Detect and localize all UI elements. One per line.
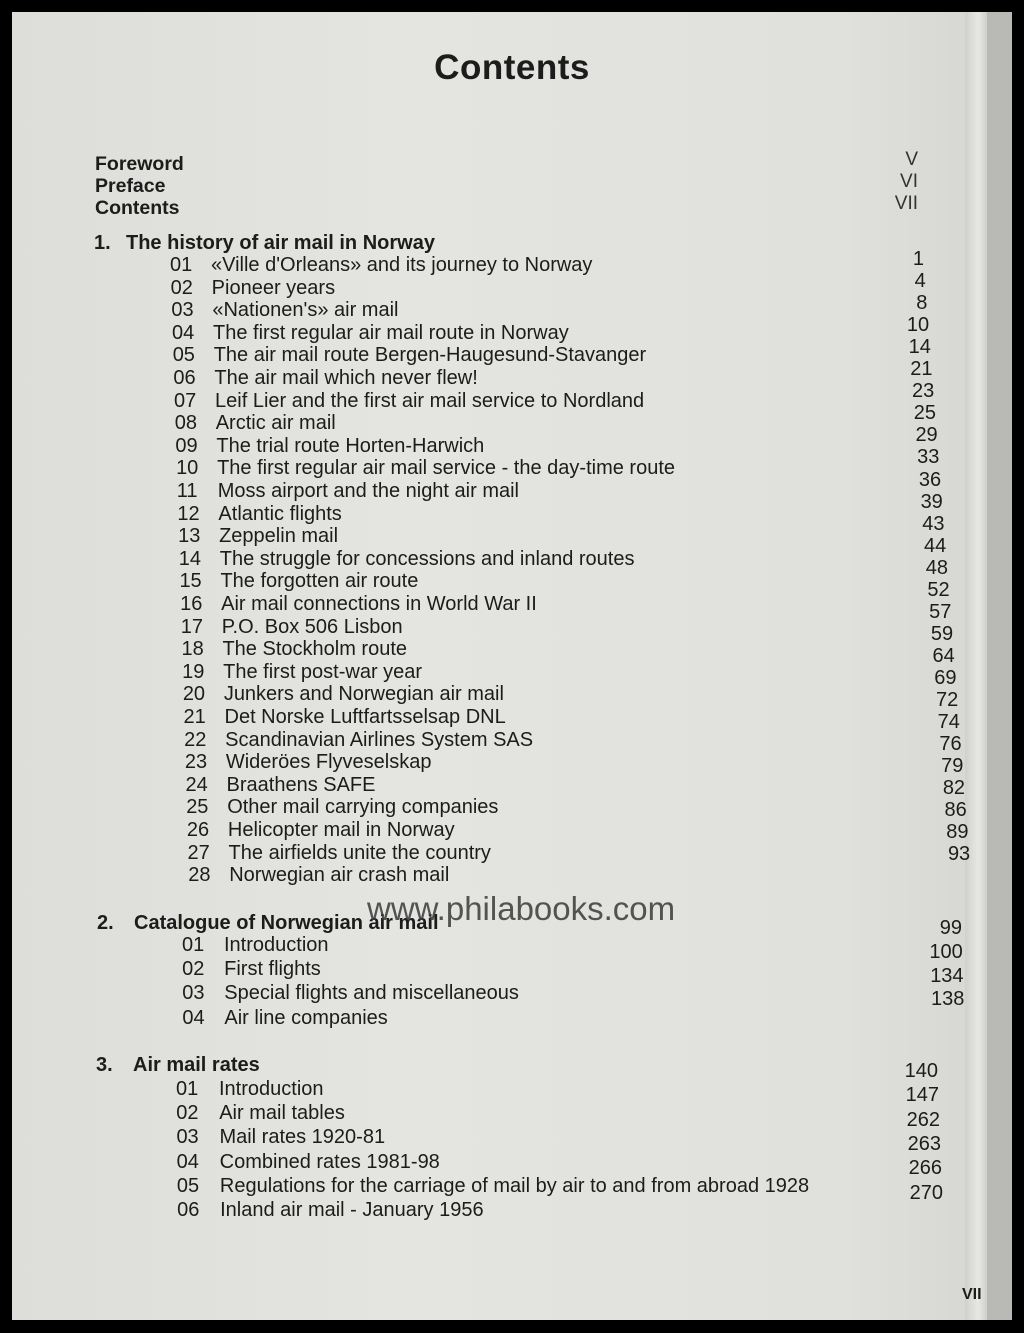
front-matter-label: Contents — [95, 197, 180, 219]
entry-page-number — [12, 579, 987, 603]
entry-page-number — [12, 965, 987, 989]
entry-title: Inland air mail - January 1956 — [220, 1199, 484, 1221]
entry-title: Scandinavian Airlines System SAS — [225, 728, 534, 751]
entry-number: 01 — [182, 934, 205, 956]
entry-page: 82 — [942, 777, 966, 800]
entry-number: 21 — [183, 706, 206, 728]
entry-page: 52 — [927, 578, 950, 601]
front-matter-label: Preface — [95, 175, 166, 197]
entry-page: 140 — [904, 1060, 938, 1082]
entry-title: Moss airport and the night air mail — [217, 480, 519, 502]
entry-page-number — [12, 358, 987, 382]
entry-number: 08 — [174, 412, 197, 435]
entry-number: 12 — [177, 502, 200, 525]
entry-number: 26 — [186, 819, 210, 841]
entry-title: The first regular air mail service - the day-time route — [217, 457, 675, 480]
entry-title: «Ville d'Orleans» and its journey to Norway — [211, 254, 593, 276]
entry-page-number — [12, 1084, 987, 1108]
entry-number: 17 — [180, 615, 204, 638]
entry-title: Atlantic flights — [218, 502, 342, 525]
entry-title: The forgotten air route — [220, 570, 419, 593]
entry-page: 270 — [909, 1181, 943, 1204]
entry-page: 263 — [907, 1132, 941, 1155]
entry-title: Regulations for the carriage of mail by air to and from abroad 1928 — [219, 1174, 810, 1197]
entry-number: 03 — [182, 982, 205, 1005]
entry-page: 89 — [946, 821, 969, 844]
book-page — [12, 12, 987, 1320]
front-matter-page: V — [905, 149, 918, 170]
entry-number: 01 — [170, 254, 193, 276]
entry-title: The airfields unite the country — [228, 841, 491, 864]
entry-number: 10 — [176, 457, 199, 480]
entry-page-number — [12, 491, 987, 515]
entry-title: The air mail which never flew! — [214, 367, 478, 389]
section-number: 3. — [96, 1054, 113, 1076]
entry-page-number — [12, 645, 987, 669]
entry-number: 13 — [178, 525, 201, 548]
entry-page: 262 — [906, 1108, 940, 1131]
entry-number: 09 — [175, 434, 198, 457]
entry-number: 04 — [182, 1006, 205, 1029]
entry-number: 27 — [187, 841, 210, 864]
entry-page-number — [12, 689, 987, 713]
entry-page-number — [12, 941, 987, 965]
entry-number: 14 — [178, 547, 202, 570]
section-title: Catalogue of Norwegian air mail — [134, 912, 439, 934]
entry-page-number — [12, 248, 987, 272]
entry-title: Special flights and miscellaneous — [224, 982, 519, 1005]
entry-title: Junkers and Norwegian air mail — [223, 683, 504, 706]
entry-title: Introduction — [219, 1078, 324, 1100]
entry-page: 23 — [912, 380, 935, 403]
entry-title: Combined rates 1981-98 — [219, 1150, 440, 1173]
entry-page-number — [12, 424, 987, 448]
entry-page: 79 — [941, 755, 964, 778]
entry-page: 93 — [947, 843, 971, 866]
entry-page-number — [12, 513, 987, 537]
entry-title: Air mail connections in World War II — [221, 593, 537, 615]
section-number: 2. — [97, 912, 114, 934]
front-matter-label: Foreword — [95, 153, 184, 175]
entry-title: The first regular air mail route in Norway — [213, 321, 569, 344]
entry-page-number — [12, 1133, 987, 1157]
entry-page: 25 — [913, 402, 936, 425]
entry-page: 48 — [925, 556, 948, 579]
entry-page-number — [12, 1182, 987, 1206]
entry-title: The Stockholm route — [222, 638, 407, 661]
entry-page-number — [12, 292, 987, 316]
entry-number: 05 — [176, 1174, 200, 1197]
entry-page: 99 — [939, 917, 962, 939]
entry-number: 23 — [184, 751, 208, 774]
entry-page-number — [12, 336, 987, 360]
photo-frame — [12, 12, 1012, 1320]
entry-title: Other mail carrying companies — [227, 796, 499, 819]
entry-page-number — [12, 843, 987, 867]
entry-title: The air mail route Bergen-Haugesund-Stavanger — [213, 344, 647, 367]
entry-title: First flights — [224, 958, 321, 981]
entry-number: 03 — [171, 299, 194, 322]
entry-page-number — [12, 601, 987, 625]
entry-page: 44 — [923, 534, 947, 557]
entry-page-number — [12, 1109, 987, 1133]
entry-page: 4 — [914, 270, 926, 293]
entry-page: 8 — [916, 292, 928, 315]
entry-number: 03 — [176, 1126, 199, 1149]
entry-title: «Nationen's» air mail — [212, 299, 399, 322]
entry-number: 24 — [185, 773, 208, 796]
entry-page: 134 — [930, 964, 964, 987]
entry-title: Introduction — [224, 934, 329, 956]
entry-number: 22 — [184, 728, 207, 751]
entry-page-number — [12, 535, 987, 559]
entry-page: 266 — [908, 1157, 942, 1180]
entry-page: 14 — [908, 336, 931, 359]
entry-page: 147 — [905, 1084, 939, 1107]
entry-page-number — [12, 380, 987, 404]
entry-page: 43 — [922, 512, 945, 535]
entry-number: 25 — [186, 796, 209, 819]
entry-title: Norwegian air crash mail — [229, 864, 450, 887]
entry-page-number — [12, 1060, 987, 1084]
entry-page-number — [12, 446, 987, 470]
entry-title: Det Norske Luftfartsselsap DNL — [224, 706, 506, 728]
entry-title: Leif Lier and the first air mail service to Nordland — [215, 389, 645, 412]
entry-title: The trial route Horten-Harwich — [216, 434, 485, 457]
entry-page-number — [12, 821, 987, 845]
entry-page-number — [12, 667, 987, 691]
front-matter-page: VI — [900, 171, 918, 192]
entry-number: 15 — [179, 570, 202, 593]
entry-title: Pioneer years — [211, 276, 336, 299]
entry-number: 16 — [180, 593, 203, 615]
entry-page: 1 — [912, 248, 924, 270]
entry-page-number — [12, 1157, 987, 1181]
entry-number: 02 — [182, 958, 205, 981]
entry-page: 74 — [937, 711, 960, 734]
entry-page-number — [12, 777, 987, 801]
entry-page-number — [12, 270, 987, 294]
entry-page: 59 — [930, 622, 954, 645]
entry-page: 100 — [929, 940, 963, 963]
entry-number: 04 — [176, 1150, 199, 1173]
entry-number: 07 — [174, 389, 197, 412]
entry-title: Air mail tables — [219, 1102, 345, 1125]
entry-page: 86 — [944, 799, 967, 822]
entry-page-number — [12, 799, 987, 823]
entry-page: 10 — [906, 314, 930, 337]
entry-page: 39 — [920, 490, 943, 513]
entry-title: Wideröes Flyveselskap — [225, 751, 432, 774]
entry-page-number — [12, 711, 987, 735]
entry-page: 21 — [910, 358, 933, 381]
entry-page-number — [12, 623, 987, 647]
front-matter-row — [12, 149, 987, 177]
entry-number: 05 — [172, 344, 195, 367]
entry-page: 36 — [918, 468, 942, 491]
entry-number: 19 — [182, 660, 205, 683]
entry-number: 02 — [170, 276, 193, 299]
toc-entry — [12, 864, 987, 888]
entry-title: Zeppelin mail — [219, 525, 339, 548]
section-number: 1. — [94, 232, 111, 254]
front-matter-row — [12, 171, 987, 199]
section-title: The history of air mail in Norway — [126, 232, 435, 254]
entry-number: 18 — [181, 638, 204, 661]
entry-title: Helicopter mail in Norway — [227, 819, 455, 841]
front-matter-page: VII — [894, 193, 918, 214]
entry-title: The first post-war year — [223, 660, 423, 683]
page-title: Contents — [434, 48, 590, 87]
entry-title: Mail rates 1920-81 — [219, 1126, 386, 1149]
section-title: Air mail rates — [133, 1054, 260, 1076]
entry-page: 138 — [930, 988, 965, 1011]
entry-page-number — [12, 314, 987, 338]
entry-number: 28 — [188, 864, 211, 887]
entry-page: 57 — [929, 600, 952, 623]
entry-number: 20 — [182, 683, 206, 706]
entry-page-number — [12, 557, 987, 581]
entry-title: The struggle for concessions and inland routes — [219, 547, 635, 570]
entry-number: 06 — [173, 367, 196, 389]
entry-page: 69 — [934, 666, 957, 689]
entry-number: 04 — [172, 321, 195, 344]
entry-page: 72 — [935, 689, 959, 711]
entry-page: 64 — [932, 644, 955, 667]
entry-number: 01 — [176, 1078, 199, 1100]
entry-page: 76 — [939, 733, 962, 756]
entry-title: Braathens SAFE — [226, 773, 376, 796]
entry-title: Arctic air mail — [215, 412, 336, 435]
entry-number: 11 — [176, 480, 198, 502]
entry-page-number — [12, 755, 987, 779]
entry-title: Air line companies — [224, 1006, 388, 1029]
entry-page-number — [12, 469, 987, 493]
entry-page: 29 — [915, 424, 938, 447]
entry-number: 06 — [177, 1199, 200, 1221]
entry-page: 33 — [917, 446, 940, 469]
entry-page-number — [12, 988, 987, 1012]
entry-page-number — [12, 402, 987, 426]
entry-page-number — [12, 733, 987, 757]
footer-page-number: VII — [962, 1286, 982, 1303]
front-matter-row — [12, 193, 987, 221]
entry-number: 02 — [176, 1102, 199, 1125]
watermark: www.philabooks.com — [367, 890, 676, 927]
entry-title: P.O. Box 506 Lisbon — [221, 615, 403, 638]
